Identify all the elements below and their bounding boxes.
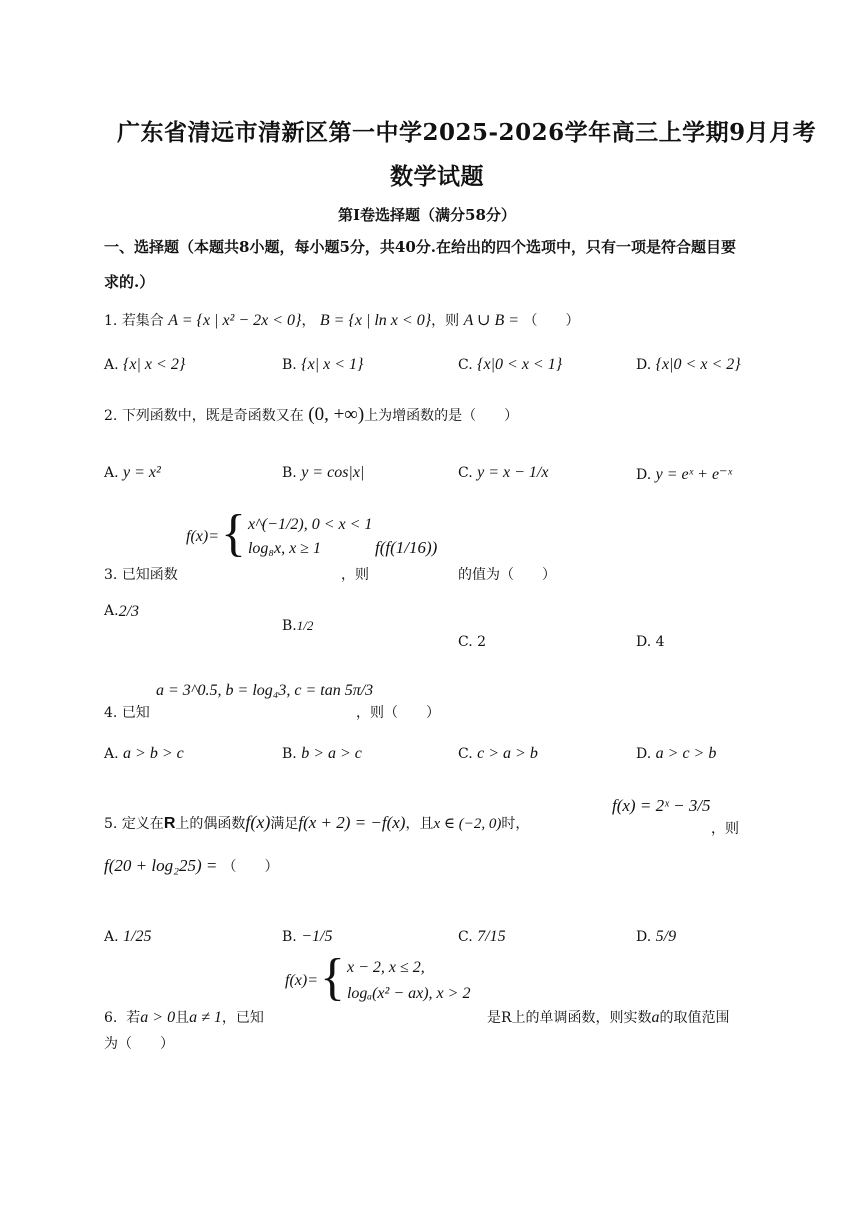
answer-blank: （ ） [523,313,580,329]
functional-relation: f(x + 2) = −f(x) [298,813,406,832]
option-d[interactable]: D. 5/9 [636,928,677,945]
question-lead: 已知 [121,705,150,721]
option-value: 1/2 [296,618,314,633]
condition-a-not-one: a ≠ 1 [189,1009,222,1026]
option-value: 1/25 [123,928,152,945]
question-lead: 下列函数中，既是奇函数又在 [121,408,304,424]
piece-2: logₐ(x² − ax), x > 2 [346,985,471,1002]
question-4-number: 4. 已知 [104,705,150,721]
option-value: {x|0 < x < 2} [655,356,741,373]
option-value: a > c > b [655,745,717,762]
option-value: c > a > b [477,745,538,762]
piecewise-function-f: f(x)= { x^(−1/2), 0 < x < 1 log₈x, x ≥ 1 [186,505,373,562]
question-number: 2. [104,408,118,424]
option-value: y = cos|x| [301,464,365,481]
question-3-mid: ，则 [341,567,369,583]
option-b[interactable]: B. −1/5 [282,928,333,945]
question-5: 5. 定义在R上的偶函数f(x)满足f(x + 2) = −f(x)，且x ∈ (−2, 0)时， [104,812,530,832]
document-title: 广东省清远市清新区第一中学2025-2026学年高三上学期9月月考 [117,119,817,146]
option-value: y = x − 1/x [477,464,549,481]
option-value: {x|0 < x < 1} [477,356,563,373]
option-d[interactable]: D. y = eˣ + e⁻ˣ [636,466,733,483]
section-instruction-line1: 一、选择题（本题共8小题，每小题5分，共40分.在给出的四个选项中，只有一项是符合题目要 [104,238,736,256]
variable-a: a [651,1009,660,1026]
question-1 [104,310,579,330]
option-a[interactable]: A. a > b > c [104,745,184,762]
option-value: −1/5 [301,928,333,945]
option-b[interactable]: B. 1/2 [282,618,314,634]
section-instruction-line2: 求的.） [104,273,155,291]
question-tail: 上为增函数的是（ ） [364,408,519,424]
question-5-then: ，则 [711,821,739,837]
union-expression: A ∪ B = [463,312,520,329]
question-tail: ，则 [431,313,460,329]
option-c[interactable]: C. y = x − 1/x [458,464,549,481]
option-value: 2/3 [118,603,140,620]
option-c[interactable]: C. {x|0 < x < 1} [458,356,563,373]
piece-2: log₈x, x ≥ 1 [247,540,321,557]
option-a[interactable]: A. {x| x < 2} [104,356,186,373]
interval: (0, +∞) [308,404,365,425]
option-a[interactable]: A. 1/25 [104,928,152,945]
option-value: {x| x < 1} [301,356,364,373]
piece-1: x^(−1/2), 0 < x < 1 [247,516,373,533]
option-value: y = eˣ + e⁻ˣ [655,466,733,483]
option-value: 7/15 [477,928,506,945]
condition-a-positive: a > 0 [140,1009,176,1026]
option-d[interactable]: D. 4 [636,634,665,650]
option-value: a > b > c [123,745,184,762]
set-a: A = {x | x² − 2x < 0} [168,312,302,329]
section-header: 第I卷选择题（满分58分） [338,206,516,224]
piecewise-function-f: f(x)= { x − 2, x ≤ 2, logₐ(x² − ax), x > 2 [285,949,471,1006]
question-6-tail: 是R上的单调函数，则实数a的取值范围 [487,1009,730,1026]
domain-condition: x ∈ (−2, 0) [433,816,502,832]
answer-blank: （ ） [222,859,279,875]
option-value: b > a > c [301,745,362,762]
question-3-tail: 的值为（ ） [458,567,556,583]
left-brace: { [221,505,246,562]
given-values: a = 3^0.5, b = log₄3, c = tan 5π/3 [156,682,374,699]
function-definition: f(x) = 2ˣ − 3/5 [612,796,711,815]
question-number: 1. [104,313,118,329]
option-value: 5/9 [655,928,677,945]
question-4-tail: ，则（ ） [356,705,440,721]
question-6-line2: 为（ ） [104,1036,174,1052]
document-subtitle: 数学试题 [390,163,484,190]
option-d[interactable]: D. {x|0 < x < 2} [636,356,741,373]
option-c[interactable]: C. c > a > b [458,745,538,762]
option-b[interactable]: B. {x| x < 1} [282,356,364,373]
option-d[interactable]: D. a > c > b [636,745,717,762]
question-2 [104,404,518,426]
question-lead: 已知函数 [121,567,178,583]
option-a[interactable]: A. y = x² [104,464,161,481]
question-lead: 若集合 [121,313,164,329]
separator: ， [301,313,316,329]
option-value: {x| x < 2} [123,356,186,373]
nested-function-expression: f(f(1/16)) [375,538,438,557]
question-5-ask: f(20 + log₂25) = （ ） [104,856,279,875]
set-b: B = {x | ln x < 0} [319,312,432,329]
function-name: f(x) [245,812,271,832]
left-brace: { [320,949,345,1006]
piece-1: x − 2, x ≤ 2, [346,959,425,976]
question-6-lead: 6. 若a > 0且a ≠ 1，已知 [104,1009,264,1026]
option-b[interactable]: B. b > a > c [282,745,362,762]
question-3-number: 3. 已知函数 [104,567,178,583]
option-c[interactable]: C. 2 [458,634,487,650]
real-numbers-symbol: R [163,815,176,832]
option-b[interactable]: B. y = cos|x| [282,464,365,481]
option-value: y = x² [123,464,161,481]
option-c[interactable]: C. 7/15 [458,928,506,945]
option-a[interactable]: A. 2/3 [104,603,140,620]
